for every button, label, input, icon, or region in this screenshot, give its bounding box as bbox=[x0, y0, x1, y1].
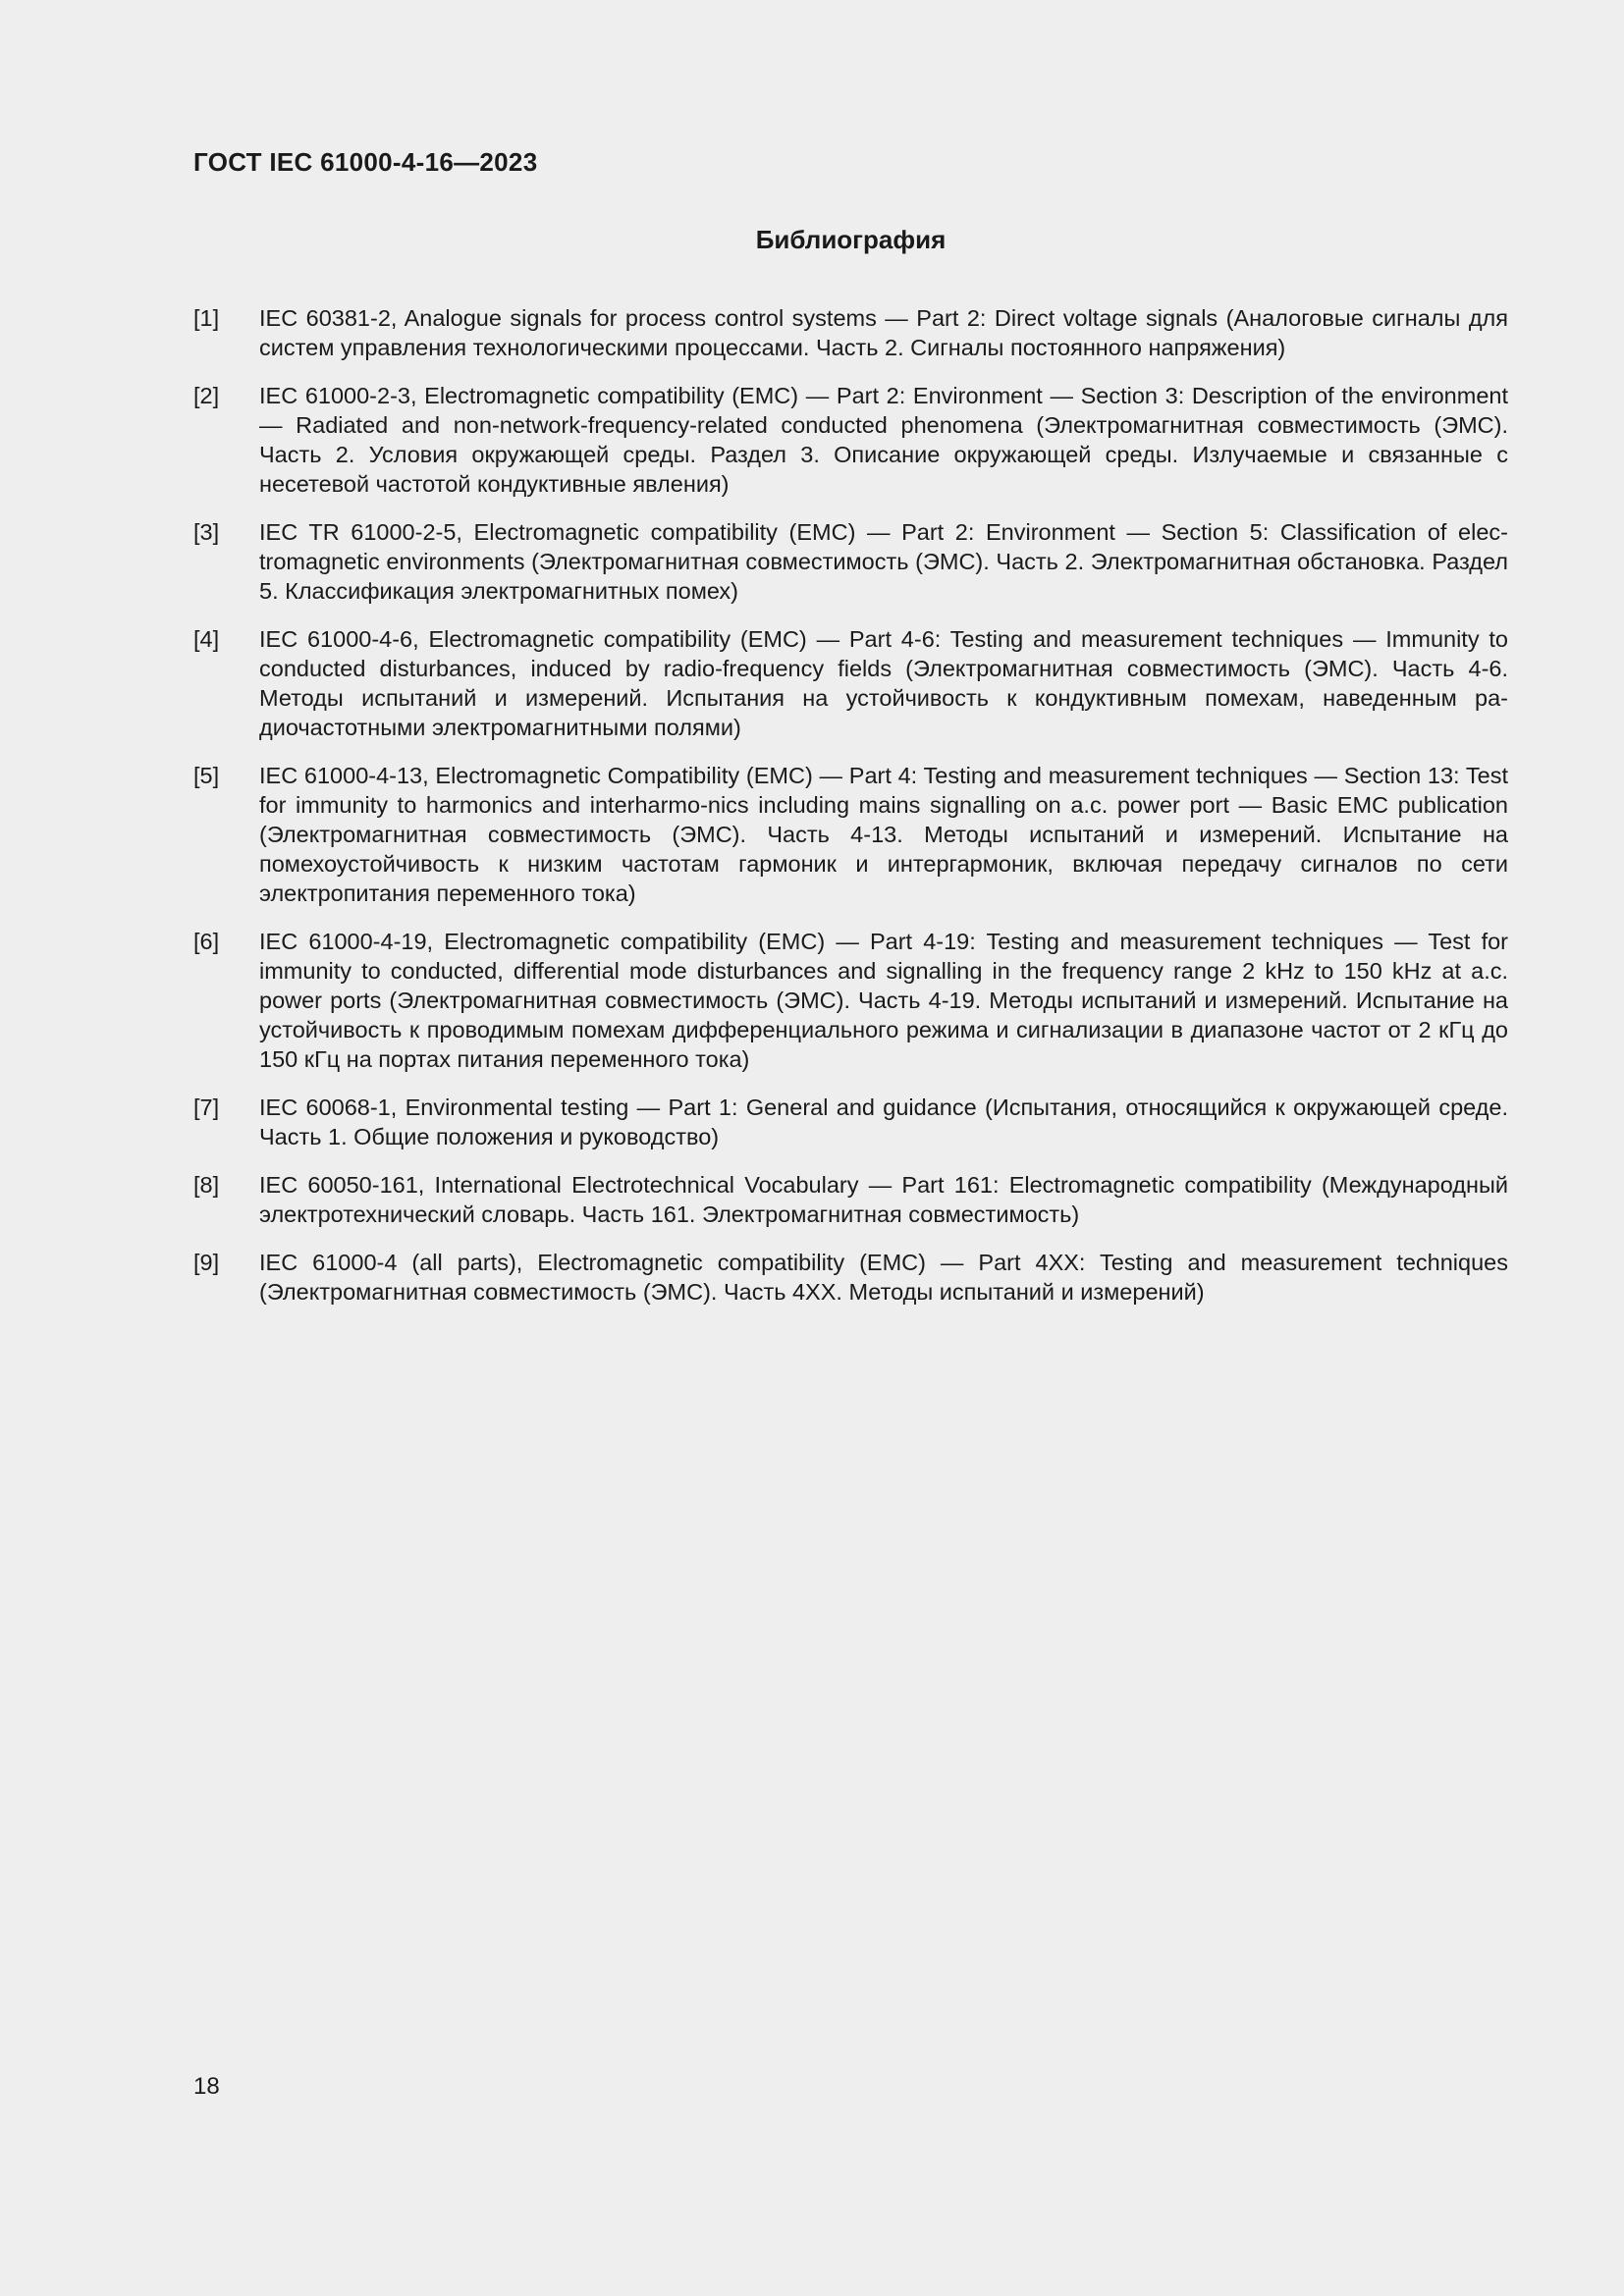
bibliography-item bbox=[193, 1093, 1508, 1151]
bibliography-item-number: [6] bbox=[193, 929, 220, 954]
bibliography-item bbox=[193, 761, 1508, 908]
bibliography-item-text: IEC TR 61000-2-5, Electromagnetic compatibility (EMC) — Part 2: Environment — Section 5: Classification of electromagnetic environments (Электромагнитная совместимость (ЭМС). Часть 2. Электромагнитная обстановка. Раздел 5. Классификация электромагнитных помех) bbox=[259, 519, 1508, 604]
bibliography-item-number: [7] bbox=[193, 1095, 220, 1120]
bibliography-item-text: IEC 61000-4-6, Electromagnetic compatibility (EMC) — Part 4-6: Testing and measurement techniques — Immunity to conducted disturbances, induced by radio-frequency fields (Электромагнитная совместимость (ЭМС). Часть 4-6. Методы испытаний и измерений. Испытания на устойчивость к кондуктивным помехам, наведенным радиочастотными электромагнитными полями) bbox=[259, 626, 1508, 740]
document-header-id: ГОСТ IEC 61000-4-16—2023 bbox=[193, 147, 538, 177]
bibliography-item-text: IEC 61000-4-19, Electromagnetic compatibility (EMC) — Part 4-19: Testing and measurement techniques — Test for immunity to conducted, differential mode disturbances and signalling in the frequency range 2 kHz to 150 kHz at a.c. power ports (Электромагнитная совместимость (ЭМС). Часть 4-19. Методы испытаний и измерений. Испытание на устойчивость к проводимым помехам дифференциального режима и сигнализации в диапазоне частот от 2 кГц до 150 кГц на портах питания переменного тока) bbox=[259, 929, 1508, 1072]
bibliography-item-number: [2] bbox=[193, 383, 220, 408]
bibliography-item bbox=[193, 303, 1508, 362]
bibliography-item-number: [8] bbox=[193, 1172, 220, 1198]
bibliography-item bbox=[193, 927, 1508, 1074]
section-title: Библиография bbox=[755, 225, 947, 254]
bibliography-item-text: IEC 60381-2, Analogue signals for process control systems — Part 2: Direct voltage signals (Аналоговые сигналы для систем управления технологическими процессами. Часть 2. Сигналы постоянного напряжения) bbox=[259, 305, 1508, 360]
bibliography-item bbox=[193, 381, 1508, 499]
bibliography-item bbox=[193, 517, 1508, 606]
bibliography-item-text: IEC 60068-1, Environmental testing — Part 1: General and guidance (Испытания, относящийся к окружающей среде. Часть 1. Общие положения и руководство) bbox=[259, 1095, 1508, 1149]
bibliography-list bbox=[193, 303, 1508, 1325]
bibliography-item-text: IEC 61000-2-3, Electromagnetic compatibility (EMC) — Part 2: Environment — Section 3: Description of the environment — Radiated and non-network-frequency-related conducted phenomena (Электромагнитная совместимость (ЭМС). Часть 2. Условия окружающей среды. Раздел 3. Описание окружающей среды. Излучаемые и связанные с несетевой частотой кондуктивные явления) bbox=[259, 383, 1508, 497]
bibliography-item-text: IEC 60050-161, International Electrotechnical Vocabulary — Part 161: Electromagnetic compatibility (Международный электротехнический словарь. Часть 161. Электромагнитная совместимость) bbox=[259, 1172, 1508, 1227]
bibliography-item bbox=[193, 1170, 1508, 1229]
bibliography-item-text: IEC 61000-4-13, Electromagnetic Compatibility (EMC) — Part 4: Testing and measurement techniques — Section 13: Test for immunity to harmonics and interharmo-nics including mains signalling on a.c. power port — Basic EMC publication (Электромагнитная совместимость (ЭМС). Часть 4-13. Методы испытаний и измерений. Испытание на помехоустойчивость к низким частотам гармоник и интергармоник, включая передачу сигналов по сети электропитания переменного тока) bbox=[259, 763, 1508, 906]
bibliography-item bbox=[193, 1248, 1508, 1307]
page-number: 18 bbox=[193, 2073, 220, 2100]
bibliography-item-number: [3] bbox=[193, 519, 220, 545]
bibliography-item-number: [9] bbox=[193, 1250, 220, 1275]
bibliography-item-number: [5] bbox=[193, 763, 220, 788]
bibliography-item bbox=[193, 624, 1508, 742]
bibliography-item-number: [4] bbox=[193, 626, 220, 652]
bibliography-item-number: [1] bbox=[193, 305, 220, 331]
bibliography-item-text: IEC 61000-4 (all parts), Electromagnetic compatibility (EMC) — Part 4XX: Testing and measurement techniques (Электромагнитная совместимость (ЭМС). Часть 4XX. Методы испытаний и измерений) bbox=[259, 1250, 1508, 1305]
